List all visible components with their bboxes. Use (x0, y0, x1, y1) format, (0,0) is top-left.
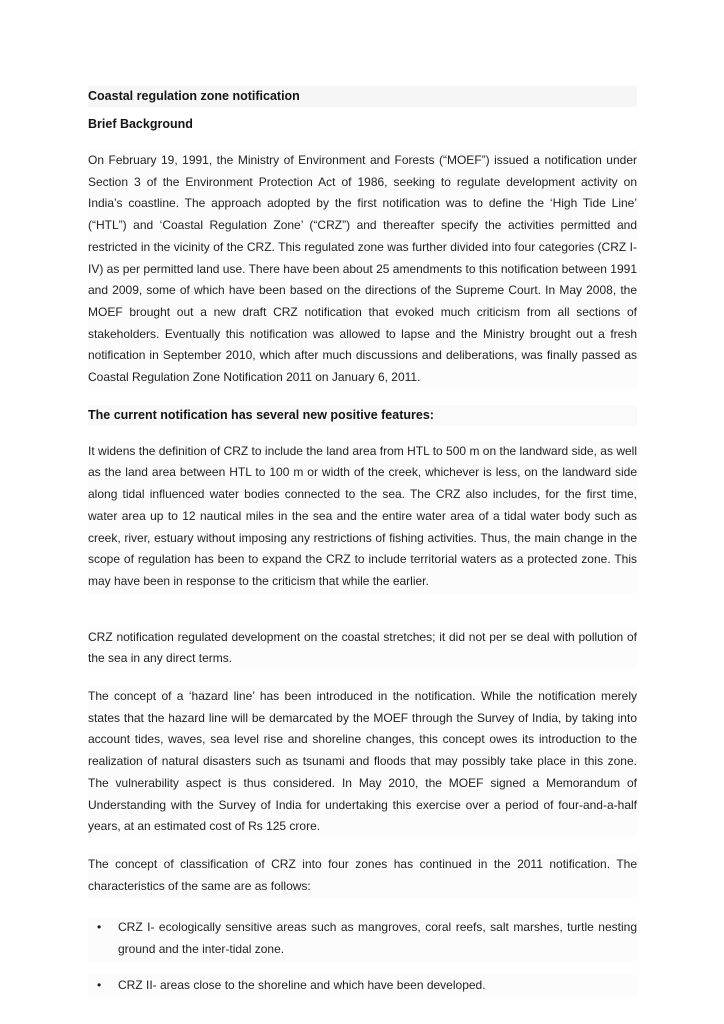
paragraph-notification-history: On February 19, 1991, the Ministry of Environment and Forests (“MOEF”) issued a notification under Section 3 of the Environment Protection Act of 1986, seeking to regulate development activity on India’s coastline. The approach adopted by the first notification was to define the ‘High Tide Line’ (“HTL”) and ‘Coastal Regulation Zone’ (“CRZ”) and thereafter specify the activities permitted and restricted in the vicinity of the CRZ. This regulated zone was further divided into four categories (CRZ I-IV) as per permitted land use. There have been about 25 amendments to this notification between 1991 and 2009, some of which have been based on the directions of the Supreme Court. In May 2008, the MOEF brought out a new draft CRZ notification that evoked much criticism from all sections of stakeholders. Eventually this notification was allowed to lapse and the Ministry brought out a fresh notification in September 2010, which after much discussions and deliberations, was finally passed as Coastal Regulation Zone Notification 2011 on January 6, 2011. (88, 150, 637, 389)
paragraph-pollution: CRZ notification regulated development on the coastal stretches; it did not per se deal with pollution of the sea in any direct terms. (88, 627, 637, 670)
list-item-crz-1 (88, 917, 637, 960)
doc-title: Coastal regulation zone notification (88, 86, 637, 107)
list-item-text: CRZ I- ecologically sensitive areas such as mangroves, coral reefs, salt marshes, turtle nesting ground and the inter-tidal zone. (118, 920, 637, 957)
paragraph-hazard-line: The concept of a ‘hazard line’ has been introduced in the notification. While the notification merely states that the hazard line will be demarcated by the MOEF through the Survey of India, by taking into account tides, waves, sea level rise and shoreline changes, this concept owes its introduction to the realization of natural disasters such as tsunami and floods that may possibly take place in this zone. The vulnerability aspect is thus considered. In May 2010, the MOEF signed a Memorandum of Understanding with the Survey of India for undertaking this exercise over a period of four-and-a-half years, at an estimated cost of Rs 125 crore. (88, 686, 637, 838)
crz-zone-list (88, 917, 637, 996)
list-item-crz-2 (88, 975, 637, 997)
list-item-text: CRZ II- areas close to the shoreline and which have been developed. (118, 977, 486, 992)
paragraph-classification: The concept of classification of CRZ into four zones has continued in the 2011 notification. The characteristics of the same are as follows: (88, 854, 637, 897)
bullet-icon: • (97, 977, 102, 992)
paragraph-crz-definition: It widens the definition of CRZ to include the land area from HTL to 500 m on the landward side, as well as the land area between HTL to 100 m or width of the creek, whichever is less, on the landward side along tidal influenced water bodies connected to the sea. The CRZ also includes, for the first time, water area up to 12 nautical miles in the sea and the entire water area of a tidal water body such as creek, river, estuary without imposing any restrictions of fishing activities. Thus, the main change in the scope of regulation has been to expand the CRZ to include territorial waters as a protected zone. This may have been in response to the criticism that while the earlier. (88, 441, 637, 593)
bullet-icon: • (97, 920, 102, 935)
heading-positive-features: The current notification has several new positive features: (88, 405, 637, 426)
blank-line-spacer (88, 609, 637, 627)
heading-brief-background: Brief Background (88, 117, 193, 131)
